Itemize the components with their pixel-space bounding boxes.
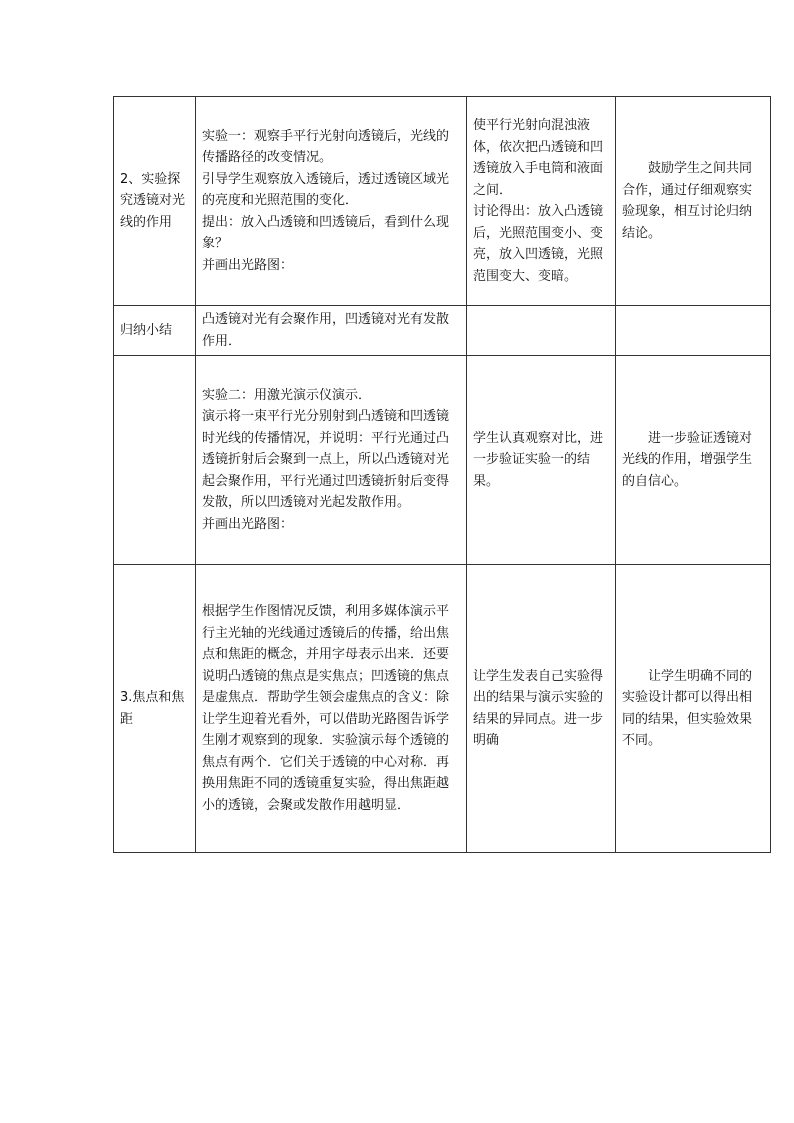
table-row — [114, 356, 771, 565]
design-intent-cell — [616, 97, 771, 306]
table-row — [114, 565, 771, 853]
teacher-activity-cell — [196, 356, 467, 565]
teacher-text: 引导学生观察放入透镜后，透过透镜区域光的亮度和光照范围的变化． — [202, 171, 450, 209]
student-activity-cell — [467, 306, 616, 356]
teacher-text: 演示将一束平行光分别射到凸透镜和凹透镜时光线的传播情况，并说明：平行光通过凸透镜折射后会聚到一点上，所以凸透镜对光起会聚作用，平行光通过凹透镜折射后变得发散，所以凹透镜对光起发散作用。 — [202, 409, 450, 511]
student-text: 讨论得出：放入凸透镜后，光照范围变小、变亮，放入凹透镜，光照范围变大、变暗。 — [473, 204, 604, 284]
table-row — [114, 306, 771, 356]
teacher-text: 提出：放入凸透镜和凹透镜后，看到什么现象？ — [202, 214, 450, 252]
stage-label: 归纳小结 — [120, 322, 173, 338]
teacher-text: 凸透镜对光有会聚作用，凹透镜对光有发散作用． — [202, 312, 450, 349]
design-intent-cell — [616, 356, 771, 565]
design-intent-cell — [616, 306, 771, 356]
student-text: 让学生发表自己实验得出的结果与演示实验的结果的异同点。进一步明确 — [473, 668, 604, 748]
intent-text: 进一步验证透镜对光线的作用，增强学生的自信心。 — [622, 430, 753, 489]
teacher-text: 实验二：用激光演示仪演示． — [202, 387, 372, 403]
student-activity-cell — [467, 565, 616, 853]
student-text: 学生认真观察对比，进一步验证实验一的结果。 — [473, 430, 604, 489]
intent-text: 鼓励学生之间共同合作，通过仔细观察实验现象，相互讨论归纳结论。 — [622, 161, 753, 241]
stage-label: 3.焦点和焦距 — [120, 690, 185, 727]
teacher-text: 根据学生作图情况反馈，利用多媒体演示平行主光轴的光线通过透镜后的传播，给出焦点和焦距的概念，并用字母表示出来．还要说明凸透镜的焦点是实焦点；凹透镜的焦点是虚焦点．帮助学生领会虚焦点的含义：除让学生迎着光看外，可以借助光路图告诉学生刚才观察到的现象．实验演示每个透镜的焦点有两个．它们关于透镜的中心对称．再换用焦距不同的透镜重复实验，得出焦距越小的透镜，会聚或发散作用越明显． — [202, 604, 450, 813]
student-activity-cell — [467, 97, 616, 306]
stage-cell — [114, 356, 196, 565]
teacher-activity-cell — [196, 97, 467, 306]
stage-label: 2、实验探究透镜对光线的作用 — [120, 171, 186, 230]
teacher-text: 并画出光路图： — [202, 516, 294, 532]
table-row — [114, 97, 771, 306]
stage-cell — [114, 97, 196, 306]
teacher-activity-cell — [196, 306, 467, 356]
student-text: 使平行光射向混浊液体，依次把凸透镜和凹透镜放入手电筒和液面之间． — [473, 118, 604, 198]
stage-cell — [114, 306, 196, 356]
teacher-text: 并画出光路图： — [202, 257, 294, 273]
teacher-text: 实验一：观察手平行光射向透镜后，光线的传播路径的改变情况。 — [202, 128, 450, 166]
design-intent-cell — [616, 565, 771, 853]
lesson-plan-table — [113, 96, 771, 853]
teacher-activity-cell — [196, 565, 467, 853]
intent-text: 让学生明确不同的实验设计都可以得出相同的结果，但实验效果不同。 — [622, 668, 753, 748]
stage-cell — [114, 565, 196, 853]
student-activity-cell — [467, 356, 616, 565]
